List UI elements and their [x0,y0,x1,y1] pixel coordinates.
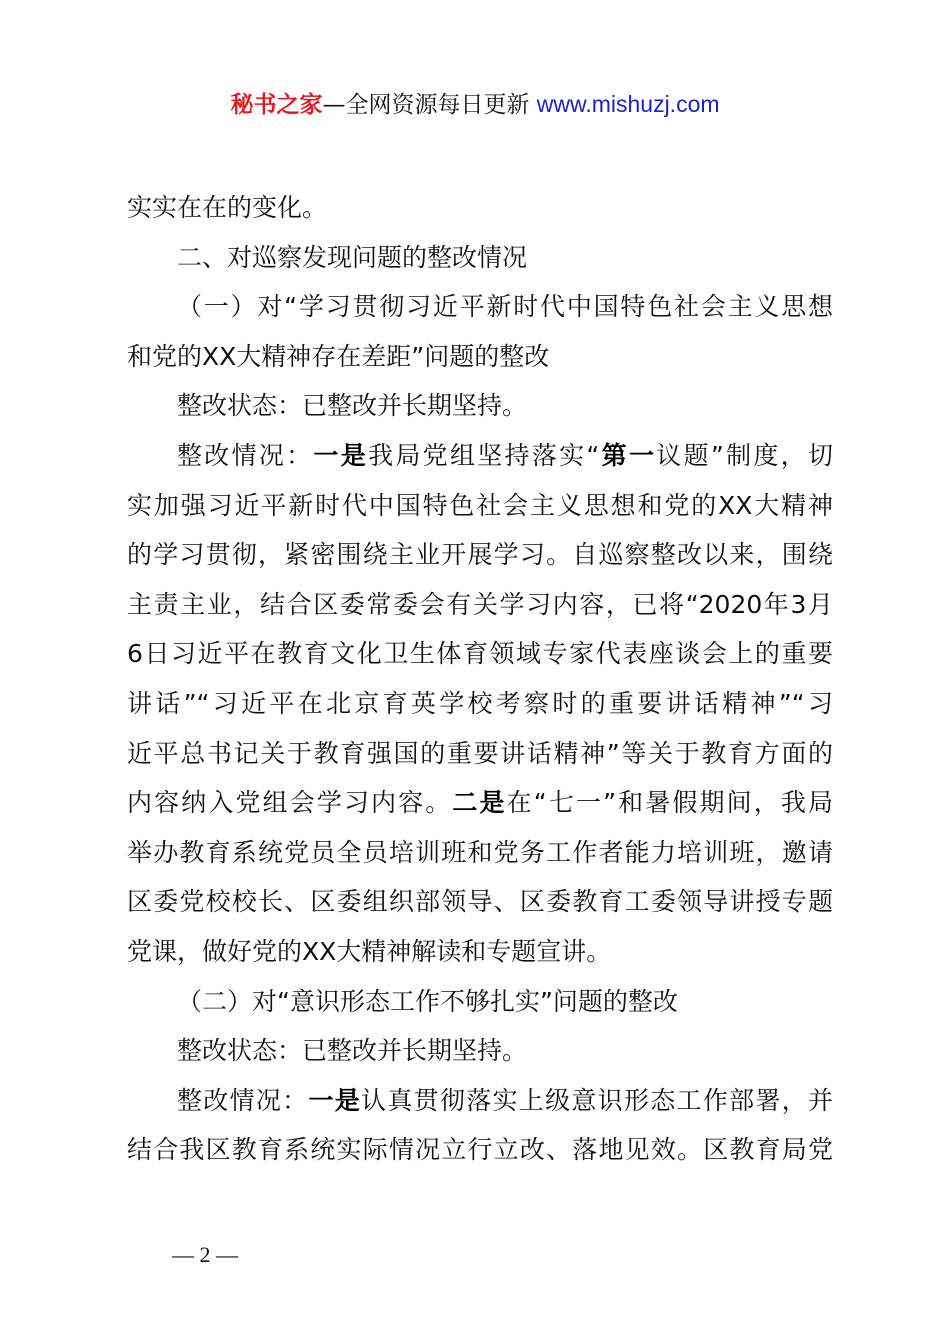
paragraph-line: 实加强习近平新时代中国特色社会主义思想和党的XX大精神 [127,490,833,520]
line-text: 我局党组坚持落实“ [368,440,600,470]
paragraph-line [127,431,833,481]
line-text: 议题”制度，切 [656,440,833,470]
line-text: 内容纳入党组会学习内容。 [127,788,453,818]
paragraph-line: 主责主业，结合区委常委会有关学习内容，已将“2020年3月 [127,589,833,619]
paragraph-line: 讲话”“习近平在北京育英学校考察时的重要讲话精神”“习 [127,688,833,718]
paragraph-line: 6日习近平在教育文化卫生体育领域专家代表座谈会上的重要 [127,639,833,669]
status-line: 整改状态：已整改并长期坚持。 [177,391,528,421]
page-number: — 2 — [172,1242,238,1267]
header-brand: 秘书之家 [230,92,323,118]
paragraph-line: 党课，做好党的XX大精神解读和专题宣讲。 [127,936,612,966]
document-body [127,183,833,1175]
subsection-heading-line: （一）对“学习贯彻习近平新时代中国特色社会主义思想 [177,292,833,322]
site-header [0,88,950,121]
paragraph-line: 区委党校校长、区委组织部领导、区委教育工委领导讲授专题 [127,887,833,917]
status-line: 整改状态：已整改并长期坚持。 [177,1036,528,1066]
emphasis-text: 第一 [599,440,657,470]
line-text: 在“七一”和暑假期间，我局 [506,788,833,818]
line-text: 认真贯彻落实上级意识形态工作部署，并 [361,1085,833,1115]
paragraph-line: 结合我区教育系统实际情况立行立改、落地见效。区教育局党 [127,1135,833,1165]
emphasis-text: 二是 [452,788,507,818]
subsection-heading-line: 和党的XX大精神存在差距”问题的整改 [127,341,550,371]
paragraph-line: 举办教育系统党员全员培训班和党务工作者能力培训班，邀请 [127,837,833,867]
subsection-heading: （二）对“意识形态工作不够扎实”问题的整改 [177,986,678,1016]
paragraph-line: 的学习贯彻，紧密围绕主业开展学习。自巡察整改以来，围绕 [127,540,833,570]
paragraph-line [127,778,833,828]
header-url[interactable]: www.mishuzj.com [536,91,720,117]
emphasis-text: 一是 [313,440,369,470]
paragraph-line: 近平总书记关于教育强国的重要讲话精神”等关于教育方面的 [127,738,833,768]
paragraph-line [127,1076,833,1126]
header-slogan: —全网资源每日更新 [322,92,537,118]
label-text: 整改情况： [177,1085,309,1115]
paragraph-line: 实实在在的变化。 [127,193,328,222]
label-text: 整改情况： [177,440,314,470]
section-heading: 二、对巡察发现问题的整改情况 [177,242,528,272]
emphasis-text: 一是 [308,1085,362,1115]
